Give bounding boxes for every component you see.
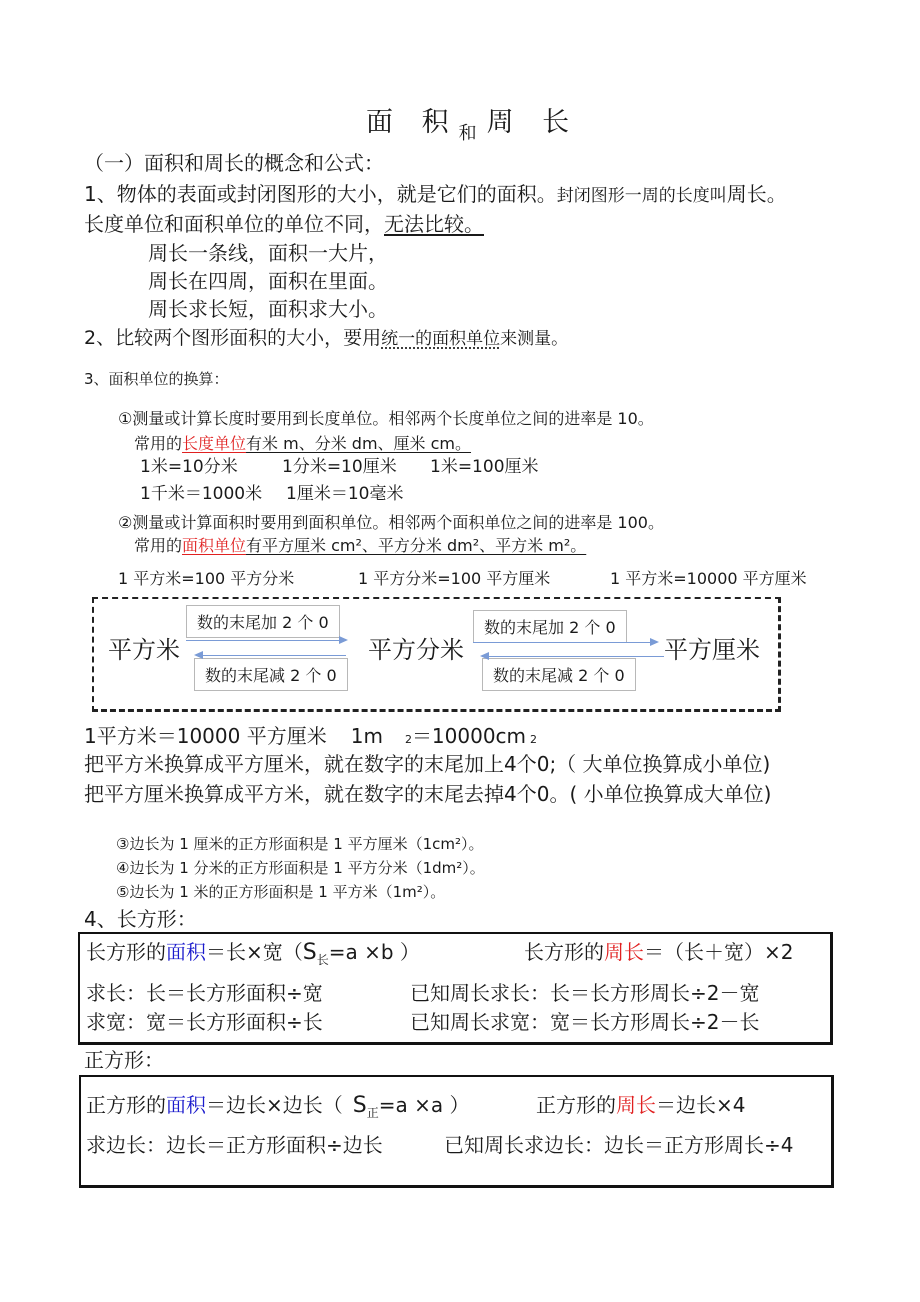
unit-square-decimeter: 平方分米 xyxy=(368,636,464,664)
length-rate-4: 1千米＝1000米 xyxy=(140,484,263,504)
verse-line-2: 周长在四周，面积在里面。 xyxy=(148,269,388,293)
arrow-right-1 xyxy=(186,640,346,641)
length-rate-5: 1厘米＝10毫米 xyxy=(286,484,404,504)
unit-square-3: ⑤边长为 1 米的正方形面积是 1 平方米（1m²）。 xyxy=(116,883,446,901)
title-part3: 周 长 xyxy=(486,107,580,138)
conversion-equation: 1平方米＝10000 平方厘米 1m 2＝10000cm 2 xyxy=(84,724,538,748)
unit-square-meter: 平方米 xyxy=(108,636,180,664)
square-find-side: 求边长：边长＝正方形面积÷边长 xyxy=(86,1133,383,1157)
unit-square-centimeter: 平方厘米 xyxy=(664,636,760,664)
arrow-right-2 xyxy=(473,642,657,643)
square-area-formula: 正方形的面积＝边长×边长（ $S_正=a \times a$ ） xyxy=(86,1093,470,1120)
add-zeros-label-1: 数的末尾加 2 个 0 xyxy=(186,605,340,638)
rule-small-to-big: 把平方厘米换算成平方米，就在数字的末尾去掉4个0。( 小单位换算成大单位) xyxy=(84,782,772,806)
length-rate-1: 1米=10分米 xyxy=(140,457,238,477)
area-rate-3: 1 平方米=10000 平方厘米 xyxy=(610,569,807,588)
area-unit-intro: ②测量或计算面积时要用到面积单位。相邻两个面积单位之间的进率是 100。 xyxy=(118,513,664,532)
item-2: 2、比较两个图形面积的大小，要用统一的面积单位来测量。 xyxy=(84,327,569,349)
rectangle-heading: 4、长方形： xyxy=(84,907,197,931)
area-rate-1: 1 平方米=100 平方分米 xyxy=(118,569,295,588)
sub-zeros-label-2: 数的末尾减 2 个 0 xyxy=(482,658,636,691)
title-part1: 面 积 xyxy=(366,107,459,138)
add-zeros-label-2: 数的末尾加 2 个 0 xyxy=(473,610,627,643)
unit-square-2: ④边长为 1 分米的正方形面积是 1 平方分米（1dm²）。 xyxy=(116,859,485,877)
length-rate-3: 1米=100厘米 xyxy=(430,457,539,477)
rule-big-to-small: 把平方米换算成平方厘米，就在数字的末尾加上4个0;（ 大单位换算成小单位) xyxy=(84,752,771,776)
length-unit-common: 常用的长度单位有米 m、分米 dm、厘米 cm。 xyxy=(134,434,472,453)
rectangle-find-length-perimeter: 已知周长求长：长＝长方形周长÷2－宽 xyxy=(410,981,760,1005)
area-rate-2: 1 平方分米=100 平方厘米 xyxy=(358,569,551,588)
sub-zeros-label-1: 数的末尾减 2 个 0 xyxy=(194,658,348,691)
rectangle-area-formula: 长方形的面积＝长×宽（$S_长=a \times b$ ） xyxy=(86,940,420,967)
square-perimeter-formula: 正方形的周长＝边长×4 xyxy=(536,1093,746,1117)
rectangle-find-width-perimeter: 已知周长求宽：宽＝长方形周长÷2－长 xyxy=(410,1010,760,1034)
unit-square-1: ③边长为 1 厘米的正方形面积是 1 平方厘米（1cm²）。 xyxy=(116,835,484,853)
length-unit-intro: ①测量或计算长度时要用到长度单位。相邻两个长度单位之间的进率是 10。 xyxy=(118,409,654,428)
arrow-left-1 xyxy=(196,655,346,656)
definition-line: 1、物体的表面或封闭图形的大小，就是它们的面积。封闭图形一周的长度叫周长。 xyxy=(84,182,787,206)
area-unit-common: 常用的面积单位有平方厘米 cm²、平方分米 dm²、平方米 m²。 xyxy=(134,536,587,555)
rectangle-find-width: 求宽：宽＝长方形面积÷长 xyxy=(86,1010,323,1034)
length-rate-2: 1分米=10厘米 xyxy=(282,457,397,477)
unit-compare-line: 长度单位和面积单位的单位不同，无法比较。 xyxy=(84,212,484,236)
square-find-side-perimeter: 已知周长求边长：边长＝正方形周长÷4 xyxy=(444,1133,794,1157)
rectangle-find-length: 求长：长＝长方形面积÷宽 xyxy=(86,981,323,1005)
section-heading: （一）面积和周长的概念和公式： xyxy=(84,151,384,175)
title-part2: 和 xyxy=(458,123,477,144)
rectangle-perimeter-formula: 长方形的周长＝（长＋宽）×2 xyxy=(524,940,794,964)
square-heading: 正方形： xyxy=(84,1048,164,1072)
item-3: 3、面积单位的换算： xyxy=(84,370,229,388)
verse-line-1: 周长一条线，面积一大片， xyxy=(148,241,388,265)
verse-line-3: 周长求长短，面积求大小。 xyxy=(148,297,388,321)
page-title xyxy=(366,100,580,144)
arrow-left-2 xyxy=(482,656,664,657)
